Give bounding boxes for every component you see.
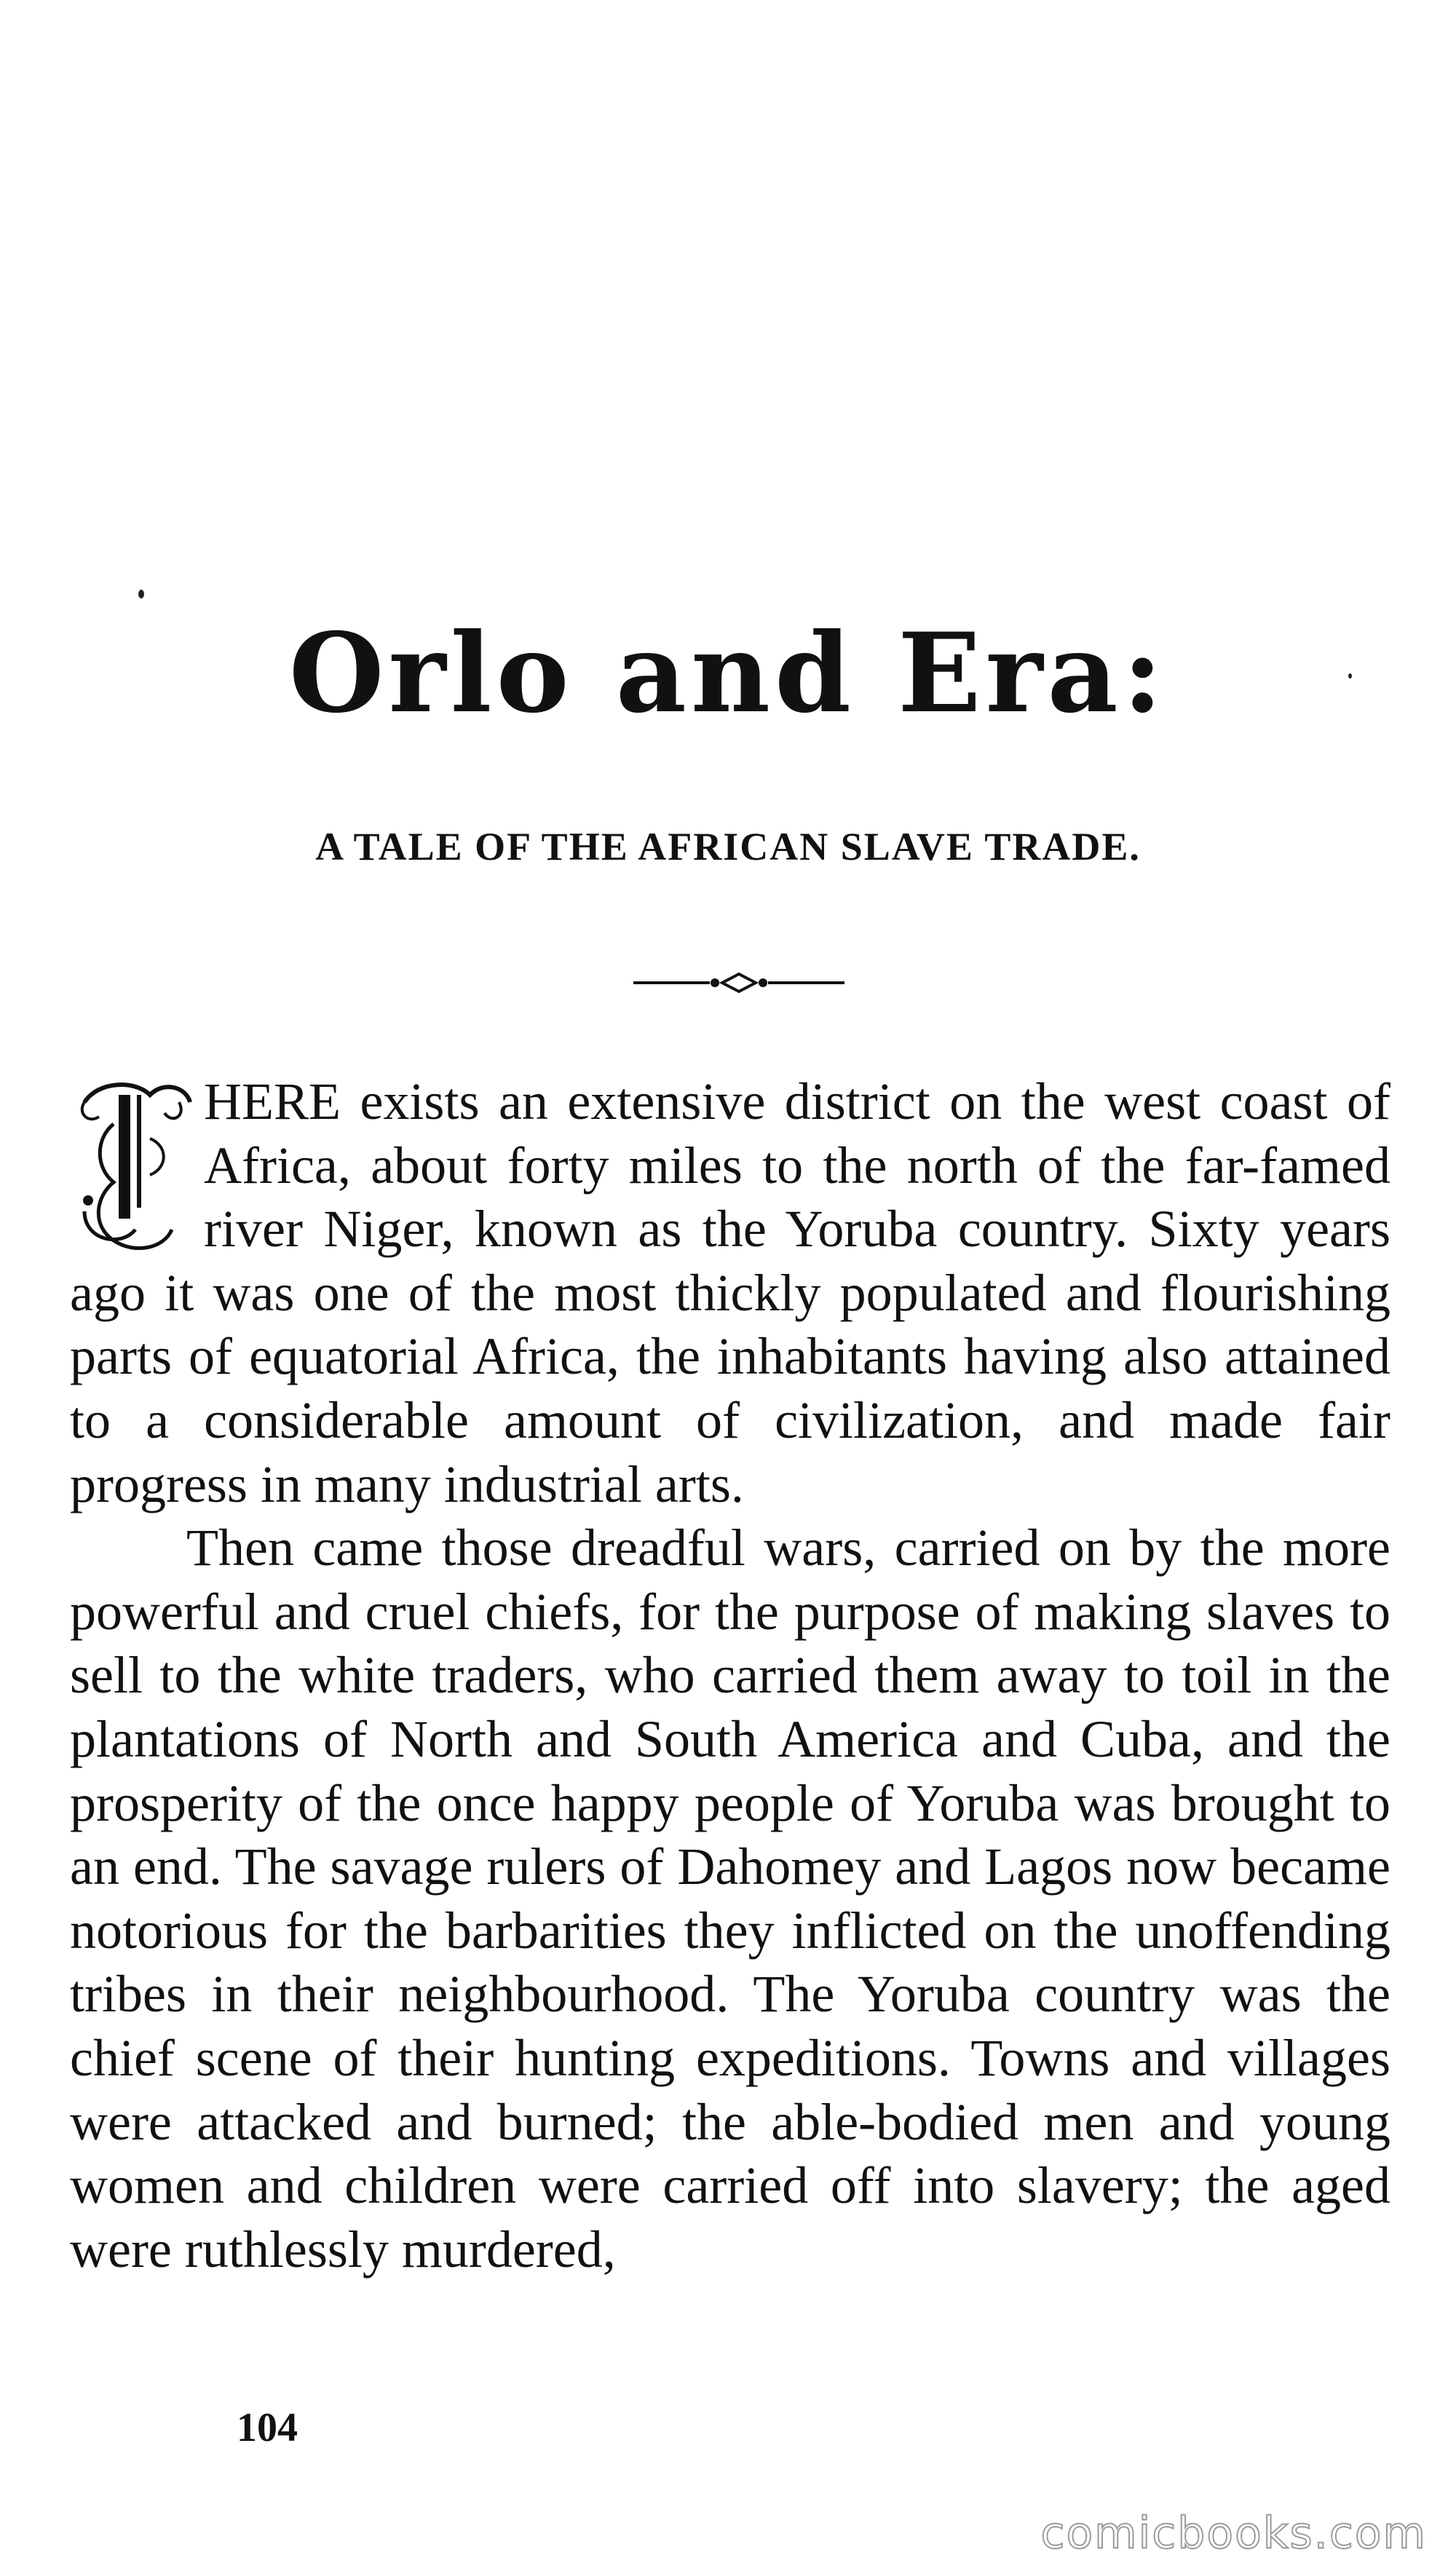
watermark-logo: comicbooks.com	[1040, 2508, 1427, 2559]
body-text	[70, 1070, 1390, 2281]
ink-speck-left	[138, 590, 144, 598]
chapter-title: Orlo and Era:	[288, 609, 1168, 737]
paragraph-1	[70, 1070, 1390, 1516]
chapter-subtitle: A TALE OF THE AFRICAN SLAVE TRADE.	[315, 825, 1141, 868]
page-number: 104	[237, 2405, 298, 2450]
paragraph-1-text: HERE exists an extensive district on the west coast of Africa, about forty miles to the north of the far-famed river Niger, known as the Yoruba country. Sixty years ago it was one of the most thickly populated and flourishing parts of equatorial Africa, the inhabitants having also attained to a considerable amount of civilization, and made fair progress in many industrial arts.	[70, 1072, 1390, 1513]
ornament-divider	[633, 968, 844, 997]
drop-cap	[70, 1073, 194, 1255]
drop-cap-ornament-icon	[70, 1073, 194, 1255]
paragraph-2: Then came those dreadful wars, carried on by the more powerful and cruel chiefs, for the purpose of making slaves to sell to the white traders, who carried them away to toil in the plantations of North and South America and Cuba, and the prosperity of the once happy people of Yoruba was brought to an end. The savage rulers of Dahomey and Lagos now became notorious for the barbarities they inflicted on the unoffending tribes in their neighbourhood. The Yoruba country was the chief scene of their hunting expeditions. Towns and villages were attacked and burned; the able-bodied men and young women and children were carried off into slavery; the aged were ruthlessly murdered,	[70, 1519, 1390, 2279]
